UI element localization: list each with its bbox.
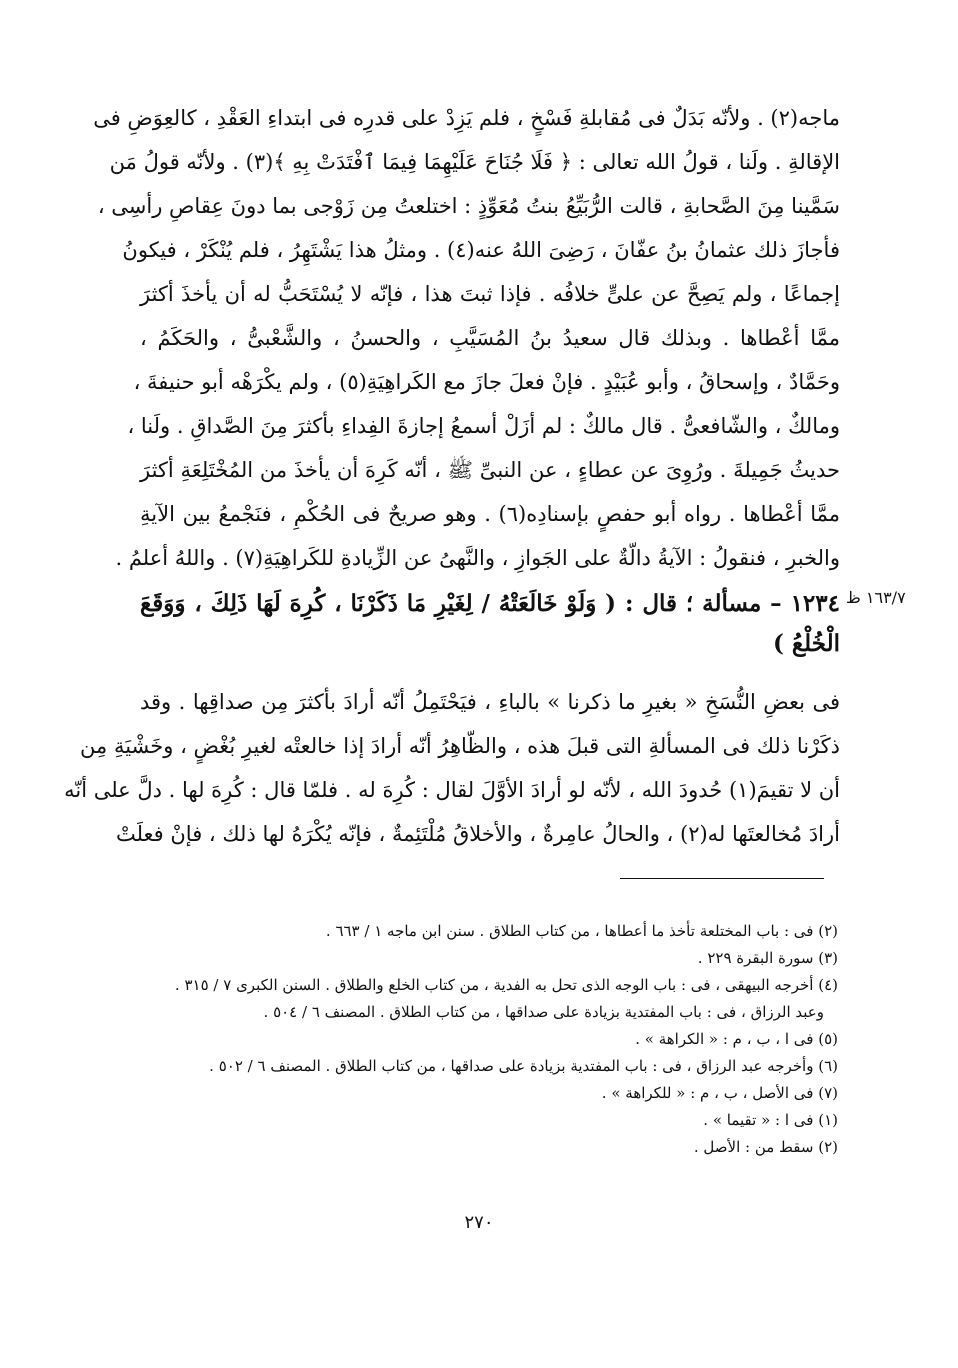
main-line: الإقالةِ . ولَنا ، قولُ الله تعالى : ﴿ فَلَا جُنَاحَ عَلَيْهِمَا فِيمَا ٱفْتَدَتْ بِهِ ﴾(٣) . ولأنّه قولُ مَن <box>109 150 840 174</box>
page-number: ٢٧٠ <box>464 1212 494 1233</box>
heading-line: الْخُلْعُ ) <box>773 630 840 657</box>
footnote: (٤) أخرجه البيهقى ، فى : باب الوجه الذى تحل به الفدية ، من كتاب الخلع والطلاق . السنن الكبرى ٧ / ٣١٥ . <box>174 976 838 994</box>
commentary-line: أرادَ مُخالعتَها له(٢) ، والحالُ عامِرةٌ ، والأخلاقُ مُلْتَئِمةٌ ، فإنّه يُكْرَهُ لها ذلك ، فإنْ فعلَتْ <box>115 822 840 846</box>
masala-heading <box>140 584 840 664</box>
footnote: (١) فى ا : « تقيما » . <box>703 1111 838 1129</box>
commentary-line: فى بعضِ النُّسَخِ « بغيرِ ما ذكرنا » بالباءِ ، فيَحْتَمِلُ أنّه أرادَ بأكثرَ مِن صداقِها . وقد <box>140 690 840 714</box>
main-line: وحَمَّادٌ ، وإسحاقُ ، وأبو عُبَيْدٍ . فإنْ فعلَ جازَ مع الكَراهِيَةِ(٥) ، ولم يكْرَهْه أبو حنيفةَ ، <box>133 370 840 394</box>
footnote: (٥) فى ا ، ب ، م : « الكراهة » . <box>635 1030 838 1048</box>
main-line: إجماعًا ، ولم يَصِحَّ عن علىٍّ خلافُه . فإذا ثبتَ هذا ، فإنّه لا يُسْتَحَبُّ له أن يأخذَ أكثرَ <box>140 282 840 306</box>
footnote: (٧) فى الأصل ، ب ، م : « للكراهة » . <box>601 1084 838 1102</box>
main-line: ممَّا أعْطاها . رواه أبو حفصٍ بإسنادِه(٦) . وهو صريحٌ فى الحُكْمِ ، فنَجْمعُ بين الآيةِ <box>140 502 841 526</box>
main-line: ومالكٌ ، والشّافعىُّ . قال مالكٌ : لم أزَلْ أسمعُ إجازةَ الفِداءِ بأكثرَ مِنَ الصَّداقِ . ولَنا ، <box>127 414 840 438</box>
commentary-line: أن لا تقيمَ(١) حُدودَ الله ، لأنّه لو أرادَ الأوَّلَ لقال : كُرِهَ له . فلمّا قال : كُرِهَ لها . دلَّ على أنّه <box>64 778 840 802</box>
commentary-text <box>64 680 840 856</box>
footnote: (٢) سقط من : الأصل . <box>693 1138 838 1156</box>
main-line: ممَّا أعْطاها . وبذلك قال سعيدُ بنُ المُسَيَّبِ ، والحسنُ ، والشَّعْبىُّ ، والحَكَمُ ، <box>140 326 840 350</box>
heading-line: ١٢٣٤ – مسألة ؛ قال : ( وَلَوْ خَالَعَتْهُ / لِغَيْرِ مَا ذَكَرْنَا ، كُرِهَ لَهَا ذَلِكَ ، وَوَقَعَ <box>140 590 840 617</box>
footnotes <box>140 918 838 1161</box>
footnote: (٦) وأخرجه عبد الرزاق ، فى : باب المفتدية بزيادة على صداقها ، من كتاب الطلاق . المصنف ٦ / ٥٠٢ . <box>209 1057 838 1075</box>
footnote: وعبد الرزاق ، فى : باب المفتدية بزيادة على صداقها ، من كتاب الطلاق . المصنف ٦ / ٥٠٤ . <box>263 1003 824 1021</box>
main-line: حديثُ جَمِيلةَ . ورُوِىَ عن عطاءٍ ، عن النبىِّ ﷺ ، أنّه كَرِهَ أن يأخذَ من المُخْتَلِعَةِ أكثرَ <box>140 458 840 482</box>
main-text <box>93 96 841 580</box>
footnote-divider <box>620 878 824 879</box>
main-line: فأجازَ ذلك عثمانُ بنُ عفّانَ ، رَضِىَ اللهُ عنه(٤) . ومثلُ هذا يَشْتَهِرُ ، فلم يُنْكَرْ ، فيكونُ <box>122 238 840 262</box>
main-line: سَمَّينا مِنَ الصَّحابةِ ، قالت الرُّبَيِّعُ بنتُ مُعَوِّذٍ : اختلعتُ مِن زَوْجى بما دونَ عِقاصِ رأسِى ، <box>97 194 840 218</box>
commentary-line: ذكَرْنا ذلك فى المسألةِ التى قبلَ هذه ، والظّاهِرُ أنّه أرادَ إذا خالعتْه لغيرِ بُغْضٍ ، وخَشْيَةِ مِن <box>80 734 840 758</box>
footnote: (٢) فى : باب المختلعة تأخذ ما أعطاها ، من كتاب الطلاق . سنن ابن ماجه ١ / ٦٦٣ . <box>325 922 838 940</box>
footnote: (٣) سورة البقرة ٢٢٩ . <box>697 949 838 967</box>
main-line: والخبرِ ، فنقولُ : الآيةُ دالّةٌ على الجَوازِ ، والنَّهىُ عن الزِّيادةِ للكَراهِيَةِ(٧) . واللهُ أعلمُ . <box>115 546 840 570</box>
margin-reference: ١٦٣/٧ ظ <box>846 588 906 607</box>
main-line: ماجه(٢) . ولأنّه بَدَلٌ فى مُقابلةِ فَسْخٍ ، فلم يَزِدْ على قدرِه فى ابتداءِ العَقْدِ ، كالعِوَضِ فى <box>93 106 840 130</box>
